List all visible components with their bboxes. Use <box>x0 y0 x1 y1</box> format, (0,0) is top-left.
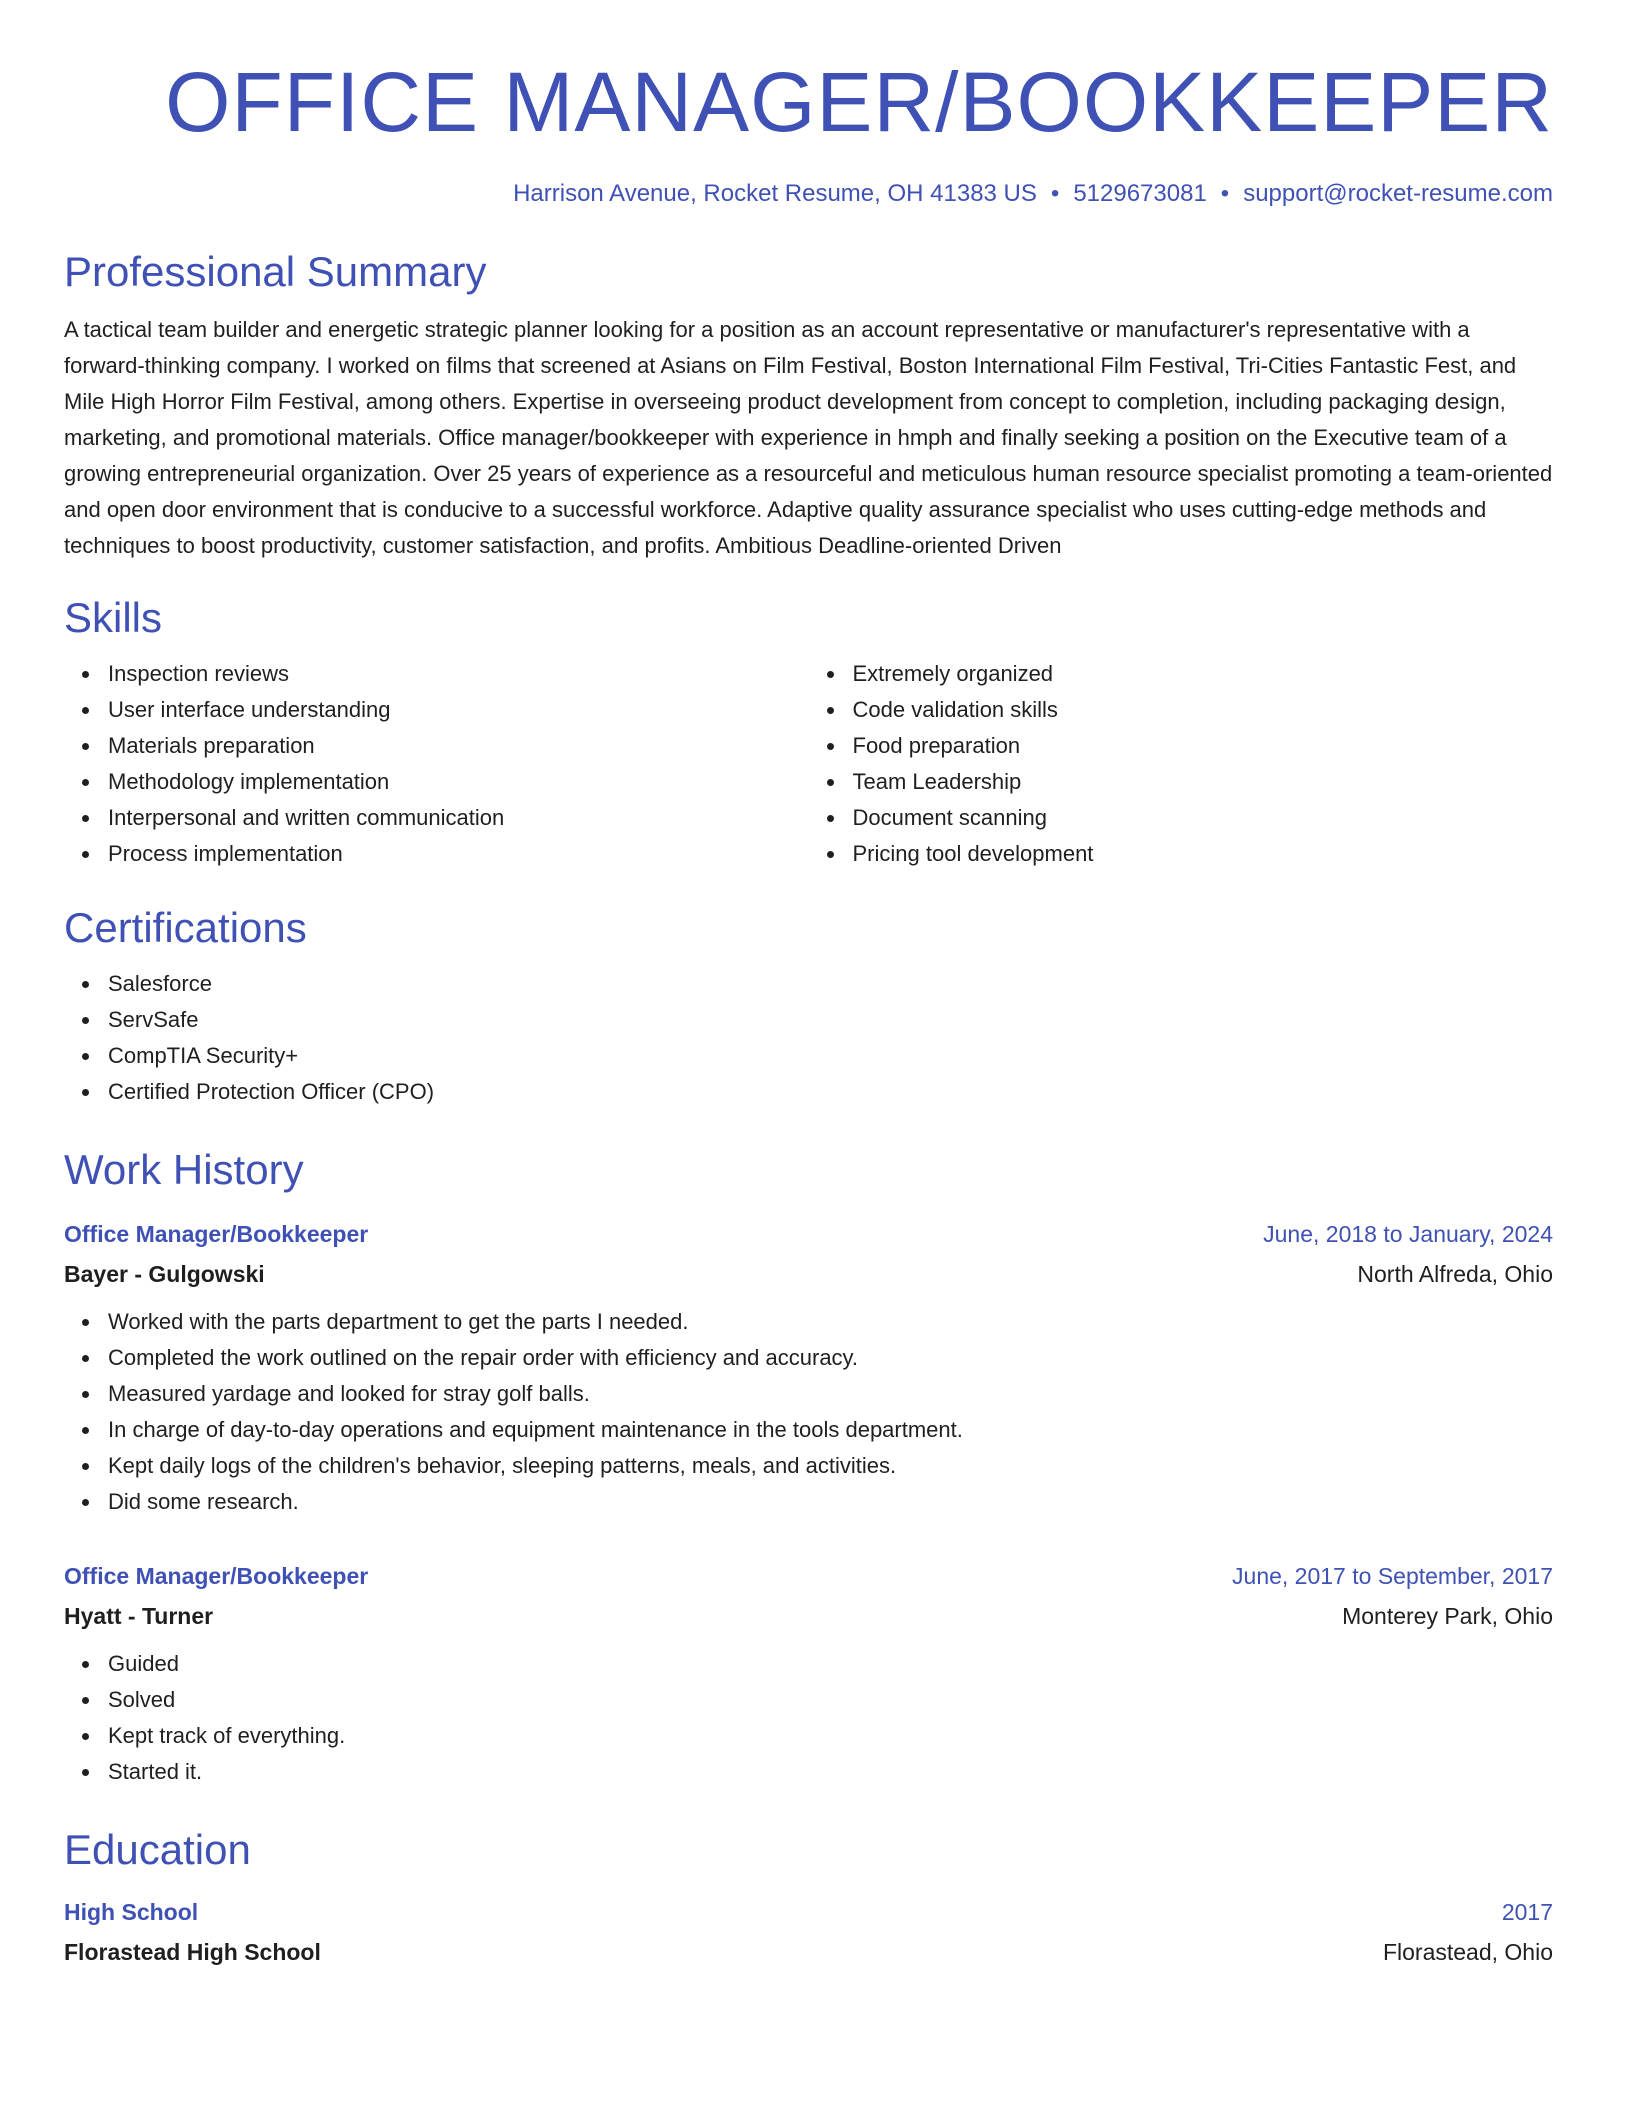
job-dates: June, 2018 to January, 2024 <box>1263 1221 1553 1247</box>
skills-list-left <box>64 656 809 872</box>
skills-list-right <box>809 656 1554 872</box>
job-entry <box>64 1214 1553 1520</box>
education-entry <box>64 1892 1553 1972</box>
contact-separator: • <box>1220 180 1230 207</box>
job-duty: Guided <box>108 1646 1553 1682</box>
certification-item: CompTIA Security+ <box>108 1038 1553 1074</box>
certifications-list <box>64 966 1553 1110</box>
job-location: Monterey Park, Ohio <box>1342 1603 1553 1629</box>
education-degree: High School <box>64 1899 199 1925</box>
certification-item: Certified Protection Officer (CPO) <box>108 1074 1553 1110</box>
education-school: Florastead High School <box>64 1939 321 1965</box>
job-dates: June, 2017 to September, 2017 <box>1232 1563 1553 1589</box>
resume-name: OFFICE MANAGER/BOOKKEEPER <box>165 55 1553 149</box>
skill-item: Code validation skills <box>853 692 1554 728</box>
job-duty: Measured yardage and looked for stray golf balls. <box>108 1376 1553 1412</box>
contact-phone: 5129673081 <box>1073 180 1207 207</box>
job-entry <box>64 1556 1553 1790</box>
contact-line <box>64 178 1553 210</box>
job-duty: In charge of day-to-day operations and equipment maintenance in the tools department. <box>108 1412 1553 1448</box>
contact-email: support@rocket-resume.com <box>1243 180 1553 207</box>
skill-item: Team Leadership <box>853 764 1554 800</box>
skill-item: Document scanning <box>853 800 1554 836</box>
job-duty: Did some research. <box>108 1484 1553 1520</box>
skill-item: Food preparation <box>853 728 1554 764</box>
skill-item: Pricing tool development <box>853 836 1554 872</box>
job-location: North Alfreda, Ohio <box>1357 1261 1553 1287</box>
job-duty: Started it. <box>108 1754 1553 1790</box>
job-title: Office Manager/Bookkeeper <box>64 1221 369 1247</box>
job-duties-list <box>64 1646 1553 1790</box>
job-duty: Solved <box>108 1682 1553 1718</box>
certification-item: Salesforce <box>108 966 1553 1002</box>
skill-item: Materials preparation <box>108 728 809 764</box>
skill-item: Extremely organized <box>853 656 1554 692</box>
job-duty: Completed the work outlined on the repair order with efficiency and accuracy. <box>108 1340 1553 1376</box>
summary-text: A tactical team builder and energetic strategic planner looking for a position as an account representative or manufacturer's representative with a forward-thinking company. I worked on films that screened at Asians on Film Festival, Boston International Film Festival, Tri-Cities Fantastic Fest, and Mile High Horror Film Festival, among others. Expertise in overseeing product development from concept to completion, including packaging design, marketing, and promotional materials. Office manager/bookkeeper with experience in hmph and finally seeking a position on the Executive team of a growing entrepreneurial organization. Over 25 years of experience as a resourceful and meticulous human resource specialist promoting a team-oriented and open door environment that is conducive to a successful workforce. Adaptive quality assurance specialist who uses cutting-edge methods and techniques to boost productivity, customer satisfaction, and profits. Ambitious Deadline-oriented Driven <box>64 317 1553 558</box>
skill-item: Methodology implementation <box>108 764 809 800</box>
section-title-work-history: Work History <box>64 1146 304 1193</box>
section-title-summary: Professional Summary <box>64 248 487 295</box>
skill-item: Inspection reviews <box>108 656 809 692</box>
education-location: Florastead, Ohio <box>1382 1939 1553 1965</box>
education-year: 2017 <box>1501 1899 1553 1925</box>
job-duties-list <box>64 1304 1553 1520</box>
job-duty: Kept daily logs of the children's behavior, sleeping patterns, meals, and activities. <box>108 1448 1553 1484</box>
job-company: Hyatt - Turner <box>64 1603 214 1629</box>
skill-item: Interpersonal and written communication <box>108 800 809 836</box>
section-title-education: Education <box>64 1826 251 1873</box>
section-title-certifications: Certifications <box>64 904 307 951</box>
section-title-skills: Skills <box>64 594 163 641</box>
job-title: Office Manager/Bookkeeper <box>64 1563 369 1589</box>
skill-item: Process implementation <box>108 836 809 872</box>
job-company: Bayer - Gulgowski <box>64 1261 265 1287</box>
skill-item: User interface understanding <box>108 692 809 728</box>
contact-separator: • <box>1050 180 1060 207</box>
job-duty: Kept track of everything. <box>108 1718 1553 1754</box>
contact-address: Harrison Avenue, Rocket Resume, OH 41383 US <box>513 180 1037 207</box>
job-duty: Worked with the parts department to get the parts I needed. <box>108 1304 1553 1340</box>
skills-columns <box>64 656 1553 872</box>
certification-item: ServSafe <box>108 1002 1553 1038</box>
